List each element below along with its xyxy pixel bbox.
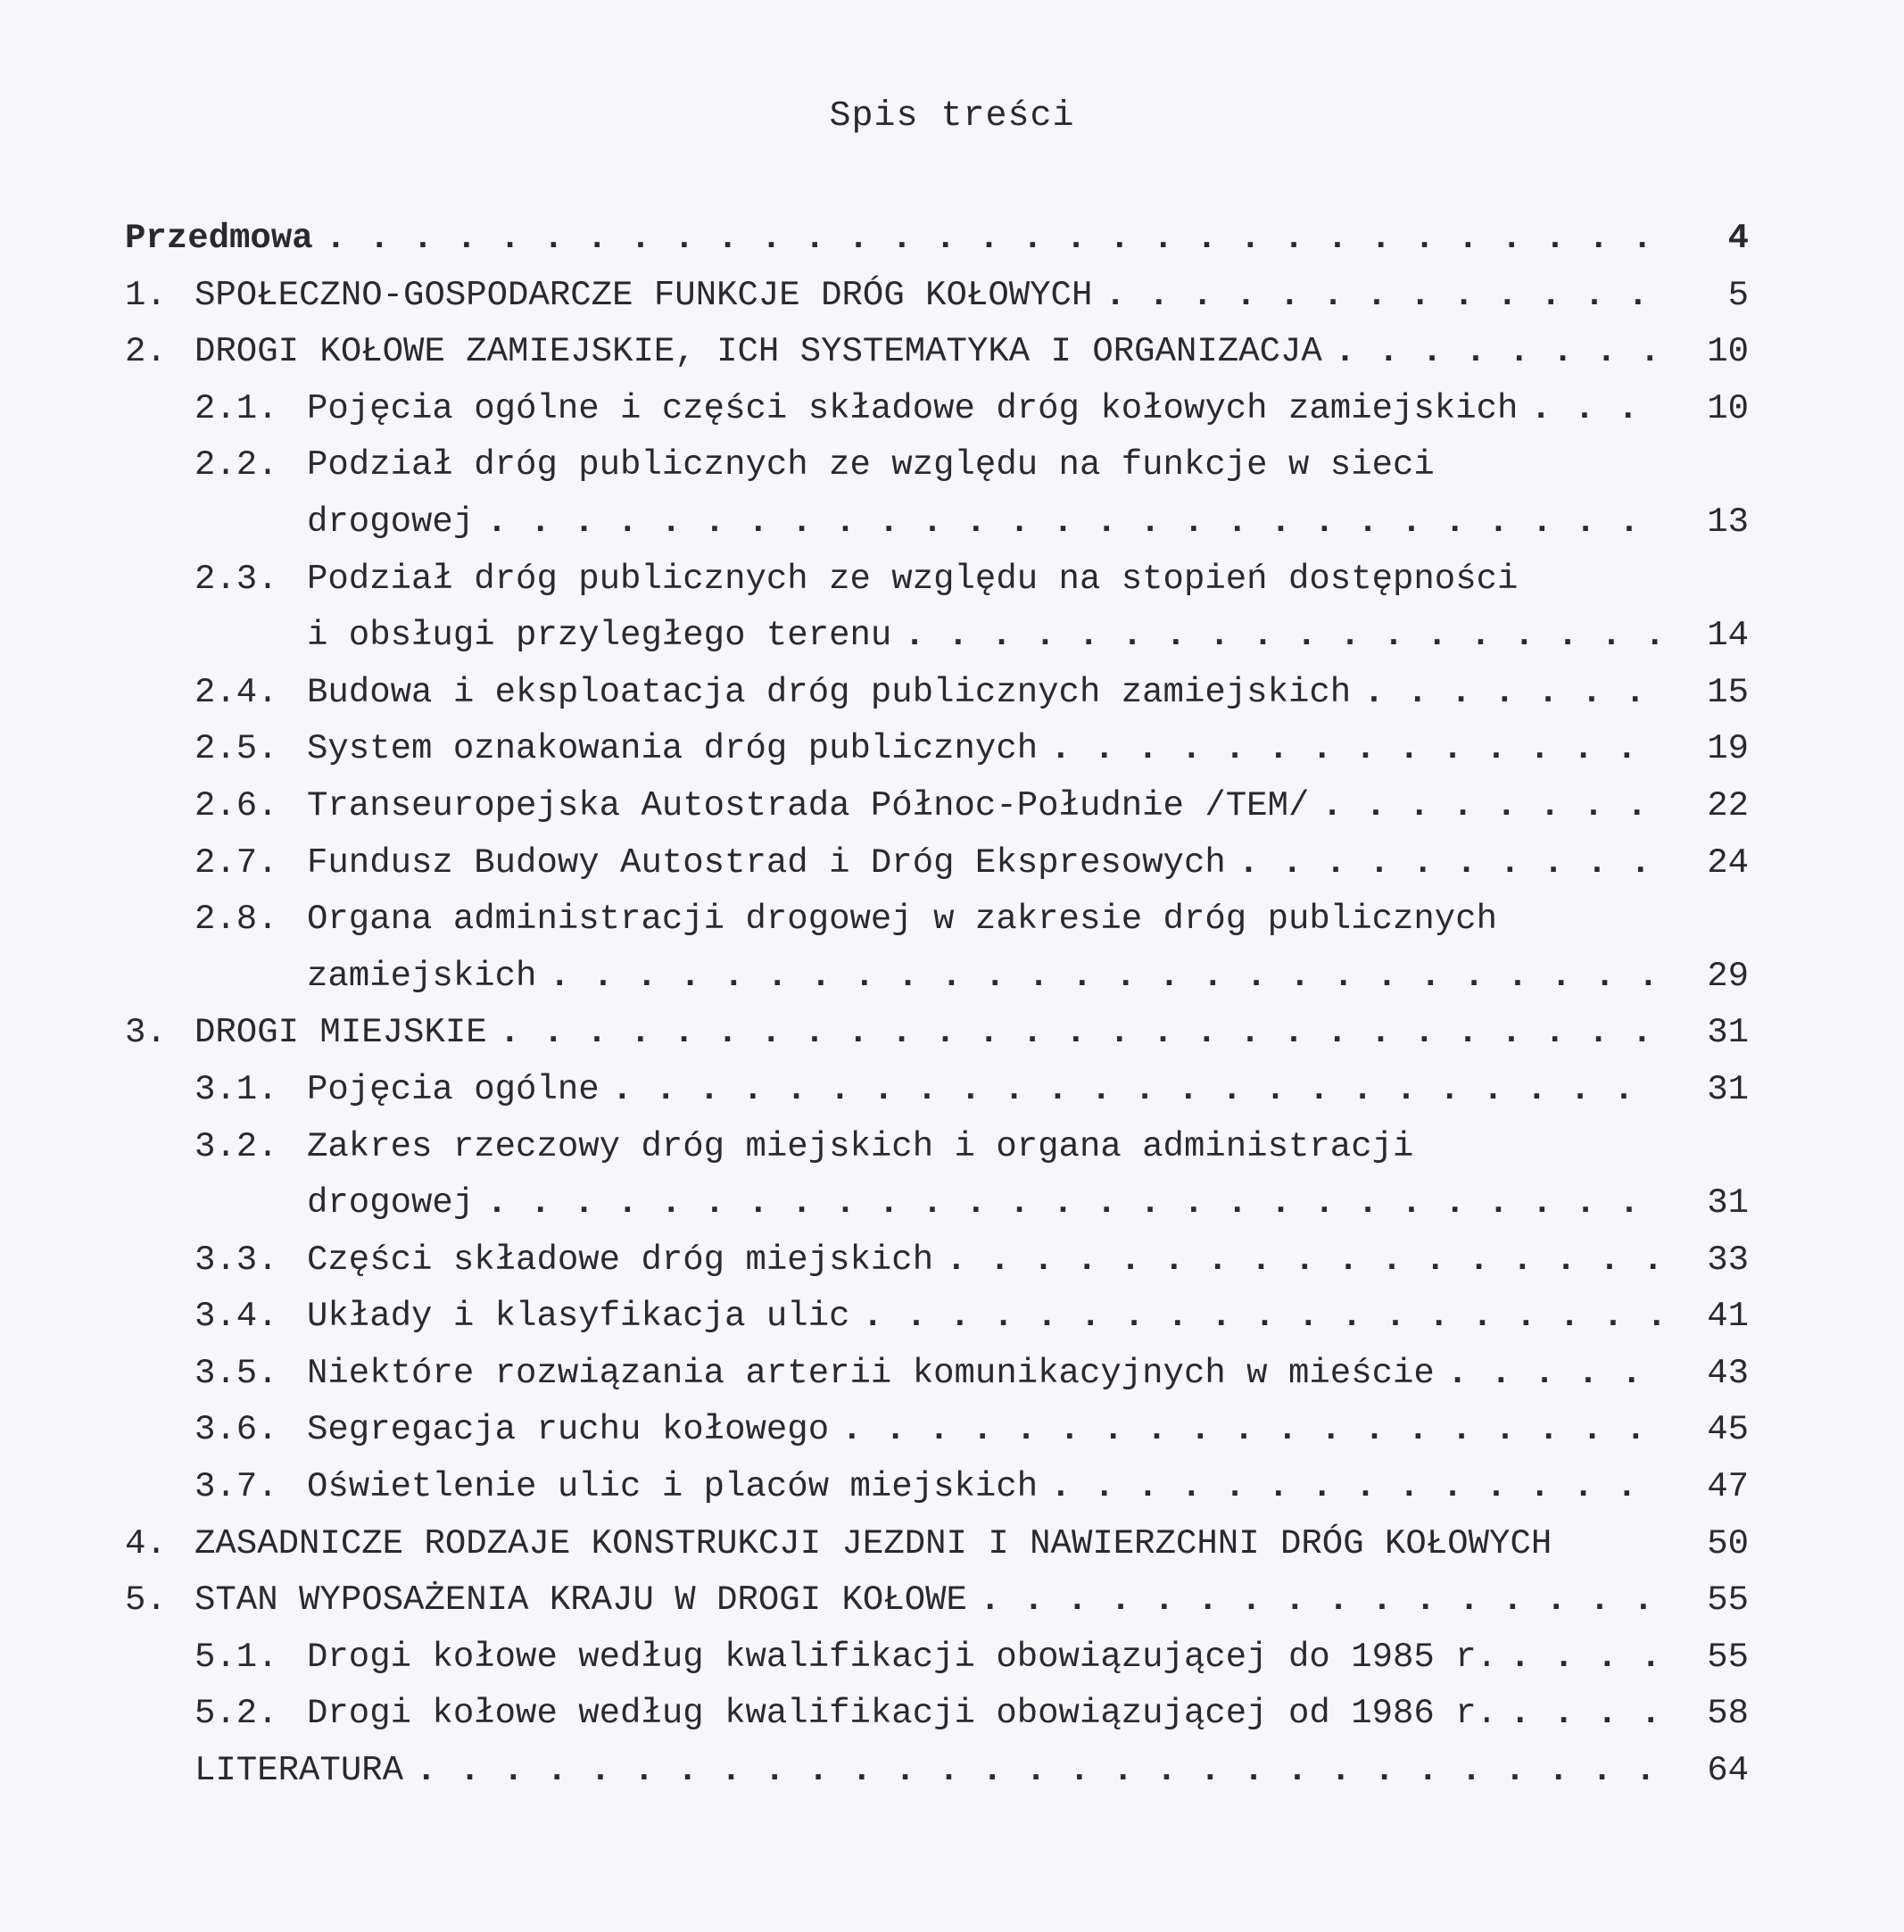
toc-entry-title: Drogi kołowe według kwalifikacji obowiązującej do 1985 r.: [307, 1637, 1498, 1677]
toc-entry-text-wrap: [195, 1005, 1660, 1062]
toc-entry-line: [125, 778, 1749, 835]
toc-entry-number: 1.: [125, 275, 167, 315]
toc-entry-title: STAN WYPOSAŻENIA KRAJU W DROGI KOŁOWE: [195, 1580, 967, 1621]
toc-entry-text-wrap: [307, 891, 1660, 949]
toc-entry-title: Transeuropejska Autostrada Północ-Południe /TEM/: [307, 785, 1310, 825]
toc-entry-text-wrap: [307, 721, 1660, 778]
toc-entry-text-wrap: [307, 608, 1660, 665]
toc-entry-number: 2.2.: [195, 445, 278, 485]
toc-entry-text-wrap: [307, 1119, 1660, 1176]
toc-entry-number: 5.: [125, 1580, 167, 1621]
toc-entry-text-wrap: [195, 1743, 1660, 1800]
toc-page-number: 64: [1707, 1751, 1749, 1791]
toc-entry-number: 2.6.: [195, 785, 278, 825]
toc-page-number: 5: [1727, 275, 1749, 315]
toc-page-number: 43: [1707, 1353, 1749, 1393]
toc-entry-number: 2.4.: [195, 672, 278, 712]
toc-entry-title: Przedmowa: [125, 219, 313, 258]
toc-page-number: 31: [1707, 1069, 1749, 1109]
toc-entry-line: [125, 381, 1749, 438]
toc-leader-dots: [1321, 778, 1660, 835]
toc-leader-dots: [486, 1175, 1660, 1232]
toc-entry-line: [125, 268, 1749, 325]
toc-leader-dots: [1105, 268, 1660, 325]
toc-entry-title: Niektóre rozwiązania arterii komunikacyjnych w mieście: [307, 1353, 1435, 1393]
toc-entry-title: Układy i klasyfikacja ulic: [307, 1297, 850, 1337]
toc-entry-text-wrap: [195, 268, 1660, 325]
toc-entry-title: Podział dróg publicznych ze względu na stopień dostępności: [307, 559, 1519, 599]
toc-entry-title: drogowej: [307, 502, 475, 542]
toc-entry-number: 2.: [125, 332, 167, 372]
toc-page-number: 14: [1707, 616, 1749, 656]
toc-leader-dots: [326, 211, 1660, 268]
toc-entry-title: Oświetlenie ulic i placów miejskich: [307, 1467, 1039, 1507]
toc-entry-number: 5.2.: [195, 1694, 278, 1734]
toc-entry-title: Zakres rzeczowy dróg miejskich i organa administracji: [307, 1126, 1414, 1166]
toc-leader-dots: [416, 1743, 1660, 1800]
toc-entry-line: [125, 211, 1749, 268]
toc-page-number: 4: [1727, 219, 1749, 258]
toc-entry-number: 2.7.: [195, 842, 278, 883]
toc-entry-number: 3.7.: [195, 1467, 278, 1507]
toc-entry-line: [125, 494, 1749, 551]
toc-entry-text-wrap: [307, 1289, 1660, 1346]
toc-entry-text-wrap: [195, 1516, 1660, 1573]
toc-entry-title: Części składowe dróg miejskich: [307, 1240, 934, 1280]
toc-leader-dots: [1335, 324, 1660, 381]
toc-entry-text-wrap: [307, 1346, 1660, 1403]
toc-entry-line: [125, 891, 1749, 949]
toc-entry-text-wrap: [307, 949, 1660, 1006]
toc-entry-title: Podział dróg publicznych ze względu na funkcje w sieci: [307, 445, 1435, 485]
toc-entry-number: 5.1.: [195, 1637, 278, 1677]
toc-page-number: 13: [1707, 502, 1749, 542]
toc-entry-line: [125, 835, 1749, 892]
toc-entry-text-wrap: [307, 437, 1660, 494]
toc-entry-text-wrap: [125, 211, 1660, 268]
toc-entry-title: Segregacja ruchu kołowego: [307, 1410, 830, 1450]
toc-entry-number: 3.: [125, 1013, 167, 1053]
toc-entry-line: [125, 1062, 1749, 1119]
toc-page-number: 47: [1707, 1467, 1749, 1507]
toc-entry-number: 2.1.: [195, 388, 278, 428]
toc-entry-line: [125, 1516, 1749, 1573]
page-title: Spis treści: [829, 96, 1075, 137]
toc-entry-title: zamiejskich: [307, 956, 537, 996]
toc-entry-line: [125, 608, 1749, 665]
toc-page-number: 45: [1707, 1410, 1749, 1450]
toc-page-number: 10: [1707, 332, 1749, 372]
toc-leader-dots: [1510, 1686, 1660, 1743]
toc-leader-dots: [1050, 1459, 1660, 1516]
toc-entry-text-wrap: [307, 1175, 1660, 1232]
toc-entry-number: 2.3.: [195, 559, 278, 599]
toc-entry-title: System oznakowania dróg publicznych: [307, 729, 1039, 769]
toc-entry-title: Pojęcia ogólne i części składowe dróg kołowych zamiejskich: [307, 388, 1519, 428]
toc-leader-dots: [1050, 721, 1660, 778]
toc-entry-number: 3.5.: [195, 1353, 278, 1393]
toc-leader-dots: [612, 1062, 1660, 1119]
toc-page-number: 50: [1707, 1523, 1749, 1563]
toc-entry-line: [125, 1005, 1749, 1062]
toc-entry-text-wrap: [307, 1232, 1660, 1289]
toc-entry-number: 2.8.: [195, 900, 278, 940]
toc-page-number: 41: [1707, 1297, 1749, 1337]
toc-entry-line: [125, 665, 1749, 722]
toc-entry-title: drogowej: [307, 1183, 475, 1223]
toc-entry-title: ZASADNICZE RODZAJE KONSTRUKCJI JEZDNI I NAWIERZCHNI DRÓG KOŁOWYCH: [195, 1523, 1552, 1563]
toc-entry-number: 3.6.: [195, 1410, 278, 1450]
toc-entry-text-wrap: [307, 381, 1660, 438]
toc-entry-number: 2.5.: [195, 729, 278, 769]
toc-entry-line: [125, 949, 1749, 1006]
toc-entry-text-wrap: [307, 1402, 1660, 1459]
toc-entry-title: Budowa i eksploatacja dróg publicznych zamiejskich: [307, 672, 1352, 712]
toc-page-number: 24: [1707, 842, 1749, 883]
toc-entry-text-wrap: [307, 665, 1660, 722]
toc-leader-dots: [1238, 835, 1660, 892]
toc-entry-text-wrap: [307, 1062, 1660, 1119]
toc-entry-number: 3.3.: [195, 1240, 278, 1280]
toc-entry-line: [125, 551, 1749, 609]
toc-page-number: 58: [1707, 1694, 1749, 1734]
toc-entry-line: [125, 1346, 1749, 1403]
toc-entry-line: [125, 324, 1749, 381]
toc-leader-dots: [1447, 1346, 1660, 1403]
table-of-contents: [125, 211, 1749, 1800]
toc-entry-text-wrap: [307, 494, 1660, 551]
toc-leader-dots: [1363, 665, 1660, 722]
toc-page-number: 31: [1707, 1013, 1749, 1053]
toc-entry-text-wrap: [307, 778, 1660, 835]
toc-leader-dots: [980, 1572, 1660, 1629]
toc-page-number: 15: [1707, 672, 1749, 712]
toc-entry-title: Drogi kołowe według kwalifikacji obowiązującej od 1986 r.: [307, 1694, 1498, 1734]
toc-page-number: 31: [1707, 1183, 1749, 1223]
toc-entry-text-wrap: [307, 1686, 1660, 1743]
toc-entry-title: Pojęcia ogólne: [307, 1069, 600, 1109]
toc-page-number: 19: [1707, 729, 1749, 769]
toc-entry-title: SPOŁECZNO-GOSPODARCZE FUNKCJE DRÓG KOŁOWYCH: [195, 275, 1093, 315]
toc-entry-line: [125, 1289, 1749, 1346]
toc-entry-number: 3.4.: [195, 1297, 278, 1337]
toc-entry-line: [125, 1572, 1749, 1629]
toc-page-number: 22: [1707, 785, 1749, 825]
toc-entry-text-wrap: [307, 1629, 1660, 1687]
toc-page-number: 33: [1707, 1240, 1749, 1280]
toc-entry-line: [125, 1402, 1749, 1459]
toc-page-number: 10: [1707, 388, 1749, 428]
toc-entry-number: 3.1.: [195, 1069, 278, 1109]
toc-leader-dots: [904, 608, 1660, 665]
toc-leader-dots: [946, 1232, 1660, 1289]
toc-leader-dots: [863, 1289, 1660, 1346]
toc-entry-line: [125, 1686, 1749, 1743]
toc-entry-line: [125, 437, 1749, 494]
toc-entry-title: LITERATURA: [195, 1751, 404, 1791]
toc-entry-title: Fundusz Budowy Autostrad i Dróg Ekspresowych: [307, 842, 1226, 883]
toc-leader-dots: [500, 1005, 1660, 1062]
toc-leader-dots: [1510, 1629, 1660, 1687]
toc-entry-line: [125, 1119, 1749, 1176]
toc-entry-text-wrap: [307, 1459, 1660, 1516]
toc-entry-title: DROGI MIEJSKIE: [195, 1013, 487, 1053]
toc-entry-line: [125, 1232, 1749, 1289]
toc-entry-line: [125, 1175, 1749, 1232]
toc-entry-line: [125, 1459, 1749, 1516]
toc-entry-text-wrap: [307, 551, 1660, 609]
toc-entry-line: [125, 721, 1749, 778]
toc-entry-text-wrap: [307, 835, 1660, 892]
toc-leader-dots: [486, 494, 1660, 551]
toc-page-number: 55: [1707, 1580, 1749, 1621]
toc-entry-line: [125, 1629, 1749, 1687]
toc-entry-line: [125, 1743, 1749, 1800]
toc-entry-text-wrap: [195, 1572, 1660, 1629]
toc-page-number: 55: [1707, 1637, 1749, 1677]
toc-leader-dots: [841, 1402, 1660, 1459]
toc-entry-text-wrap: [195, 324, 1660, 381]
toc-leader-dots: [1530, 381, 1660, 438]
toc-entry-title: DROGI KOŁOWE ZAMIEJSKIE, ICH SYSTEMATYKA I ORGANIZACJA: [195, 332, 1322, 372]
toc-entry-number: 3.2.: [195, 1126, 278, 1166]
toc-entry-number: 4.: [125, 1523, 167, 1563]
toc-entry-title: Organa administracji drogowej w zakresie dróg publicznych: [307, 900, 1498, 940]
toc-page-number: 29: [1707, 956, 1749, 996]
toc-entry-title: i obsługi przyległego terenu: [307, 616, 892, 656]
toc-leader-dots: [549, 949, 1660, 1006]
